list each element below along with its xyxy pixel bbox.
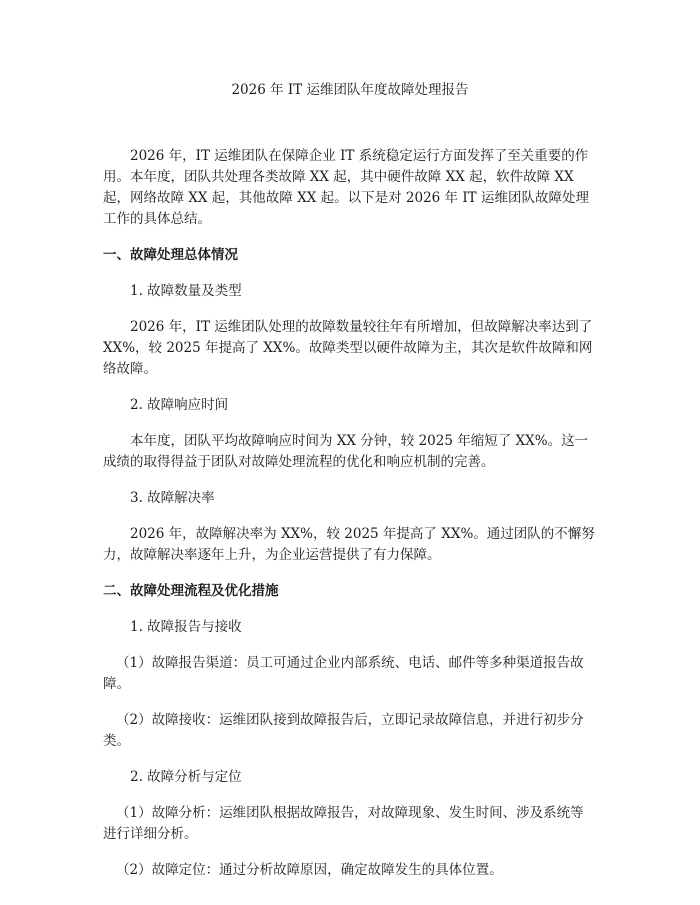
section-1-sub-3-text: 2026 年，故障解决率为 XX%，较 2025 年提高了 XX%。通过团队的不懈努力，故障解决率逐年上升，为企业运营提供了有力保障。 <box>103 526 595 563</box>
document-body <box>103 146 597 881</box>
section-2-sub-2-title: 2. 故障分析与定位 <box>130 769 242 785</box>
section-2-sub-1-item-2: （2）故障接收：运维团队接到故障报告后，立即记录故障信息，并进行初步分类。 <box>103 712 584 749</box>
section-1-heading: 一、故障处理总体情况 <box>103 247 238 263</box>
section-1-sub-1-title: 1. 故障数量及类型 <box>130 283 242 299</box>
section-1-sub-2-title: 2. 故障响应时间 <box>130 397 229 413</box>
intro-paragraph: 2026 年，IT 运维团队在保障企业 IT 系统稳定运行方面发挥了至关重要的作用。本年度，团队共处理各类故障 XX 起，其中硬件故障 XX 起，软件故障 XX 起，网络故障 XX 起，其他故障 XX 起。以下是对 2026 年 IT 运维团队故障处理工作的具体总结。 <box>103 148 589 227</box>
section-2-heading: 二、故障处理流程及优化措施 <box>103 583 279 599</box>
section-2-sub-2-item-2: （2）故障定位：通过分析故障原因，确定故障发生的具体位置。 <box>116 862 503 878</box>
document-title: 2026 年 IT 运维团队年度故障处理报告 <box>231 82 469 98</box>
section-1-sub-1-text: 2026 年，IT 运维团队处理的故障数量较往年有所增加，但故障解决率达到了 XX%，较 2025 年提高了 XX%。故障类型以硬件故障为主，其次是软件故障和网络故障。 <box>103 319 593 377</box>
section-1-sub-2-text: 本年度，团队平均故障响应时间为 XX 分钟，较 2025 年缩短了 XX%。这一成绩的取得得益于团队对故障处理流程的优化和响应机制的完善。 <box>103 433 589 470</box>
section-1-sub-3-title: 3. 故障解决率 <box>130 490 215 506</box>
section-2-sub-1-item-1: （1）故障报告渠道：员工可通过企业内部系统、电话、邮件等多种渠道报告故障。 <box>103 655 584 692</box>
section-2-sub-1-title: 1. 故障报告与接收 <box>130 619 242 635</box>
section-2-sub-2-item-1: （1）故障分析：运维团队根据故障报告，对故障现象、发生时间、涉及系统等进行详细分析。 <box>103 805 584 842</box>
